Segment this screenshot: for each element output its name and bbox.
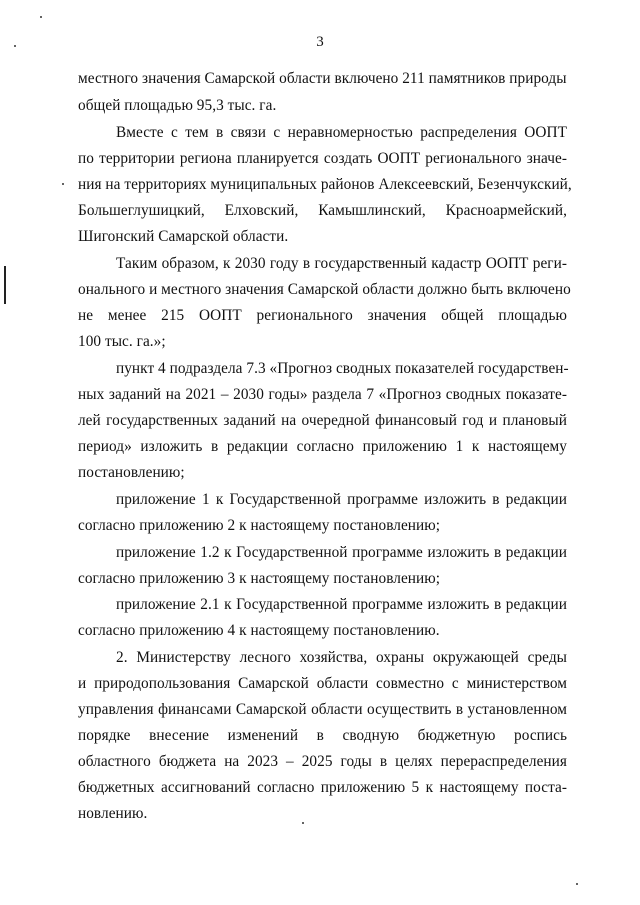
text-line: постановлению; <box>78 464 185 481</box>
text-line: 2. Министерству лесного хозяйства, охраны окружающей среды <box>116 649 567 666</box>
text-line: пункт 4 подраздела 7.3 «Прогноз сводных показателей государствен- <box>116 360 569 377</box>
text-line: приложение 1.2 к Государственной программе изложить в редакции <box>116 544 567 561</box>
scan-speck <box>40 16 42 18</box>
text-line: Вместе с тем в связи с неравномерностью распределения ООПТ <box>116 124 567 141</box>
text-line: согласно приложению 4 к настоящему постановлению. <box>78 622 440 639</box>
text-line: общей площадью 95,3 тыс. га. <box>78 97 277 114</box>
text-line: управления финансами Самарской области осуществить в установленном <box>78 701 567 718</box>
page-number: 3 <box>316 34 324 50</box>
text-line: лей государственных заданий на очередной финансовый год и плановый <box>78 412 567 429</box>
text-line: ных заданий на 2021 – 2030 годы» раздела 7 «Прогноз сводных показате- <box>78 386 567 403</box>
text-line: областного бюджета на 2023 – 2025 годы в целях перераспределения <box>78 753 567 770</box>
text-line: не менее 215 ООПТ регионального значения общей площадью <box>78 307 567 324</box>
text-line: бюджетных ассигнований согласно приложению 5 к настоящему поста- <box>78 779 567 796</box>
text-line: по территории региона планируется создать ООПТ регионального значе- <box>78 150 567 167</box>
scan-speck <box>62 183 64 185</box>
scan-speck <box>14 45 16 47</box>
text-line: и природопользования Самарской области совместно с министерством <box>78 675 567 692</box>
text-line: Таким образом, к 2030 году в государственный кадастр ООПТ реги- <box>116 255 567 272</box>
text-line: период» изложить в редакции согласно приложению 1 к настоящему <box>78 438 567 455</box>
scan-speck <box>576 883 578 885</box>
text-line: 100 тыс. га.»; <box>78 333 166 350</box>
text-line: приложение 2.1 к Государственной программе изложить в редакции <box>116 596 567 613</box>
text-line: Шигонский Самарской области. <box>78 228 289 245</box>
text-line: согласно приложению 3 к настоящему постановлению; <box>78 570 441 587</box>
text-line: новлению. <box>78 805 148 822</box>
text-line: ния на территориях муниципальных районов Алексеевский, Безенчукский, <box>78 176 572 193</box>
text-line: онального и местного значения Самарской области должно быть включено <box>78 281 571 298</box>
text-line: согласно приложению 2 к настоящему постановлению; <box>78 517 441 534</box>
scan-margin-mark <box>4 266 6 304</box>
text-line: Большеглушицкий, Елховский, Камышлинский, Красноармейский, <box>78 202 567 219</box>
text-line: местного значения Самарской области включено 211 памятников природы <box>78 70 567 87</box>
text-line: приложение 1 к Государственной программе изложить в редакции <box>116 491 567 508</box>
text-line: порядке внесение изменений в сводную бюджетную роспись <box>78 727 567 744</box>
